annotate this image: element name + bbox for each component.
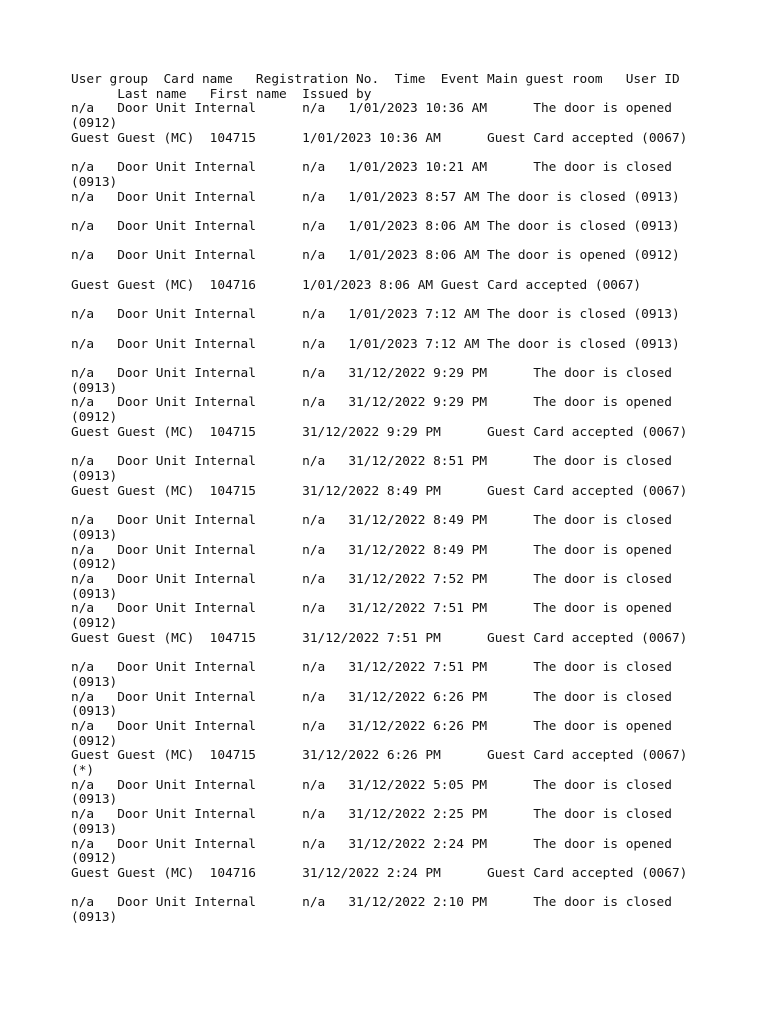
log-line (71, 323, 731, 338)
log-line: Guest Guest (MC) 104715 31/12/2022 6:26 PM Guest Card accepted (0067) (71, 748, 688, 764)
log-line: n/a Door Unit Internal n/a 31/12/2022 8:51 PM The door is closed (71, 454, 672, 470)
log-line (71, 882, 731, 897)
log-line: n/a Door Unit Internal n/a 1/01/2023 8:06 AM The door is closed (0913) (71, 219, 680, 235)
event-log-document (71, 73, 731, 926)
log-line: (0912) (71, 733, 118, 749)
log-line: n/a Door Unit Internal n/a 31/12/2022 9:29 PM The door is opened (71, 395, 672, 411)
log-line: (0913) (71, 380, 118, 396)
log-line: (0913) (71, 468, 118, 484)
log-line (71, 264, 731, 279)
log-line: n/a Door Unit Internal n/a 1/01/2023 7:12 AM The door is closed (0913) (71, 336, 680, 352)
log-line: (0913) (71, 704, 118, 720)
log-line: n/a Door Unit Internal n/a 31/12/2022 2:24 PM The door is opened (71, 836, 672, 852)
log-line: (0913) (71, 792, 118, 808)
log-line: n/a Door Unit Internal n/a 31/12/2022 7:51 PM The door is opened (71, 601, 672, 617)
log-line: (0913) (71, 586, 118, 602)
log-line (71, 646, 731, 661)
log-line: (0913) (71, 674, 118, 690)
log-line: n/a Door Unit Internal n/a 31/12/2022 6:26 PM The door is closed (71, 689, 672, 705)
log-line: n/a Door Unit Internal n/a 1/01/2023 8:57 AM The door is closed (0913) (71, 189, 680, 205)
log-line: (0912) (71, 557, 118, 573)
log-line: n/a Door Unit Internal n/a 31/12/2022 8:49 PM The door is opened (71, 542, 672, 558)
log-line: (0912) (71, 410, 118, 426)
log-line: (0913) (71, 174, 118, 190)
log-line: n/a Door Unit Internal n/a 31/12/2022 8:49 PM The door is closed (71, 513, 672, 529)
column-header-line: Last name First name Issued by (71, 86, 372, 102)
log-line: Guest Guest (MC) 104715 31/12/2022 8:49 PM Guest Card accepted (0067) (71, 483, 688, 499)
log-line: (0912) (71, 851, 118, 867)
log-line: n/a Door Unit Internal n/a 1/01/2023 10:21 AM The door is closed (71, 160, 672, 176)
log-line: (0912) (71, 616, 118, 632)
log-line (71, 294, 731, 309)
log-line: n/a Door Unit Internal n/a 1/01/2023 7:12 AM The door is closed (0913) (71, 307, 680, 323)
log-line (71, 147, 731, 162)
log-line: n/a Door Unit Internal n/a 31/12/2022 7:52 PM The door is closed (71, 571, 672, 587)
log-line: Guest Guest (MC) 104716 31/12/2022 2:24 PM Guest Card accepted (0067) (71, 865, 688, 881)
log-line: (*) (71, 763, 95, 779)
log-line: n/a Door Unit Internal n/a 31/12/2022 2:10 PM The door is closed (71, 895, 672, 911)
log-line: n/a Door Unit Internal n/a 31/12/2022 5:05 PM The door is closed (71, 777, 672, 793)
log-line: n/a Door Unit Internal n/a 31/12/2022 2:25 PM The door is closed (71, 807, 672, 823)
log-line (71, 499, 731, 514)
log-line: (0912) (71, 116, 118, 132)
log-line: n/a Door Unit Internal n/a 31/12/2022 9:29 PM The door is closed (71, 366, 672, 382)
log-line: Guest Guest (MC) 104716 1/01/2023 8:06 AM Guest Card accepted (0067) (71, 277, 642, 293)
log-line (71, 235, 731, 250)
column-header-line: User group Card name Registration No. Time Event Main guest room User ID (71, 72, 680, 87)
log-line: (0913) (71, 910, 118, 926)
log-line: n/a Door Unit Internal n/a 1/01/2023 10:36 AM The door is opened (71, 101, 672, 117)
log-line: Guest Guest (MC) 104715 31/12/2022 9:29 PM Guest Card accepted (0067) (71, 424, 688, 440)
log-line: (0913) (71, 821, 118, 837)
log-line: Guest Guest (MC) 104715 31/12/2022 7:51 PM Guest Card accepted (0067) (71, 630, 688, 646)
log-line: n/a Door Unit Internal n/a 1/01/2023 8:06 AM The door is opened (0912) (71, 248, 680, 264)
log-line (71, 205, 731, 220)
log-line (71, 441, 731, 456)
log-line: Guest Guest (MC) 104715 1/01/2023 10:36 AM Guest Card accepted (0067) (71, 130, 688, 146)
log-line: n/a Door Unit Internal n/a 31/12/2022 6:26 PM The door is opened (71, 718, 672, 734)
log-line: (0913) (71, 527, 118, 543)
log-line (71, 352, 731, 367)
log-line: n/a Door Unit Internal n/a 31/12/2022 7:51 PM The door is closed (71, 660, 672, 676)
